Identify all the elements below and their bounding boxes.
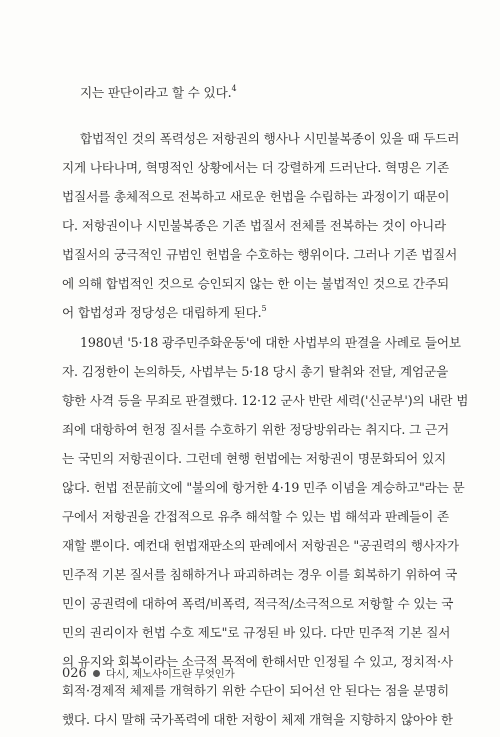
line-text: 는 국민의 저항권이다. 그런데 현행 헌법에는 저항권이 명문화되어 있지 xyxy=(62,451,446,466)
line-text: 민이 공권력에 대하여 폭력/비폭력, 적극적/소극적으로 저항할 수 있는 국 xyxy=(62,596,454,611)
text-line xyxy=(62,450,446,468)
line-text: 법질서를 총체적으로 전복하고 새로운 헌법을 수립하는 과정이기 때문이 xyxy=(62,189,450,204)
line-text: 자. 김정한이 논의하듯, 사법부는 5·18 당시 총기 탈취와 전달, 계엄군을 xyxy=(62,364,449,379)
line-text: 지는 판단이라고 할 수 있다. xyxy=(80,85,232,100)
line-text: 의 유지와 회복이라는 소극적 목적에 한해서만 인정될 수 있고, 정치적·사 xyxy=(62,654,453,669)
footnote-marker: 4 xyxy=(231,84,237,93)
text-line xyxy=(62,479,465,497)
text-line xyxy=(62,566,458,584)
text-line xyxy=(62,246,458,264)
running-title: 다시, 제노사이드란 무엇인가 xyxy=(105,667,235,680)
page-footer xyxy=(62,664,235,682)
page-number: 026 xyxy=(62,665,87,681)
line-text: 민의 권리이자 헌법 수호 제도"로 규정된 바 있다. 다만 민주적 기본 질서 xyxy=(62,625,451,640)
footnote-marker: 5 xyxy=(261,304,267,313)
text-line xyxy=(62,595,454,613)
text-line xyxy=(80,84,236,102)
text-line xyxy=(80,130,460,148)
line-text: 에 의해 합법적인 것으로 승인되지 않는 한 이는 불법적인 것으로 간주되 xyxy=(62,276,449,291)
line-text: 어 합법성과 정당성은 대립하게 된다. xyxy=(62,305,262,320)
line-text: 재할 뿐이다. 예컨대 헌법재판소의 판례에서 저항권은 "공권력의 행사자가 xyxy=(62,538,459,553)
line-text: 법질서의 궁극적인 규범인 헌법을 수호하는 행위이다. 그러나 기존 법질서 xyxy=(62,247,458,262)
text-line xyxy=(62,508,449,526)
line-text: 회적·경제적 체제를 개혁하기 위한 수단이 되어선 안 된다는 점을 분명히 xyxy=(62,683,449,698)
text-line xyxy=(62,275,449,293)
line-text: 죄에 대항하여 헌정 질서를 수호하기 위한 정당방위라는 취지다. 그 근거 xyxy=(62,422,449,437)
line-text: 했다. 다시 말해 국가폭력에 대한 저항이 체제 개혁을 지향하지 않아야 한 xyxy=(62,712,453,727)
line-text: 않다. 헌법 전문前文에 "불의에 항거한 4·19 민주 이념을 계승하고"라는 문 xyxy=(62,480,465,495)
line-text: 1980년 '5·18 광주민주화운동'에 대한 사법부의 판결을 사례로 들어보 xyxy=(80,335,461,350)
text-line xyxy=(62,363,449,381)
text-line xyxy=(62,392,469,410)
text-line xyxy=(80,334,461,352)
text-line xyxy=(62,188,450,206)
text-line xyxy=(62,711,453,729)
text-line xyxy=(62,421,449,439)
text-line xyxy=(62,537,459,555)
line-text: 향한 사격 등을 무죄로 판결했다. 12·12 군사 반란 세력('신군부')의 내란 범 xyxy=(62,393,469,408)
line-text: 지게 나타나며, 혁명적인 상황에서는 더 강렬하게 드러난다. 혁명은 기존 xyxy=(62,160,449,175)
text-line xyxy=(62,682,449,700)
line-text: 다. 저항권이나 시민불복종은 기존 법질서 전체를 전복하는 것이 아니라 xyxy=(62,218,446,233)
line-text: 구에서 저항권을 간접적으로 유추 해석할 수 있는 법 해석과 판례들이 존 xyxy=(62,509,449,524)
text-line xyxy=(62,304,266,322)
line-text: 합법적인 것의 폭력성은 저항권의 행사나 시민불복종이 있을 때 두드러 xyxy=(80,131,460,146)
text-line xyxy=(62,624,451,642)
text-line xyxy=(62,159,449,177)
line-text: 민주적 기본 질서를 침해하거나 파괴하려는 경우 이를 회복하기 위하여 국 xyxy=(62,567,458,582)
bullet-separator-icon xyxy=(93,670,100,677)
text-line xyxy=(62,217,446,235)
